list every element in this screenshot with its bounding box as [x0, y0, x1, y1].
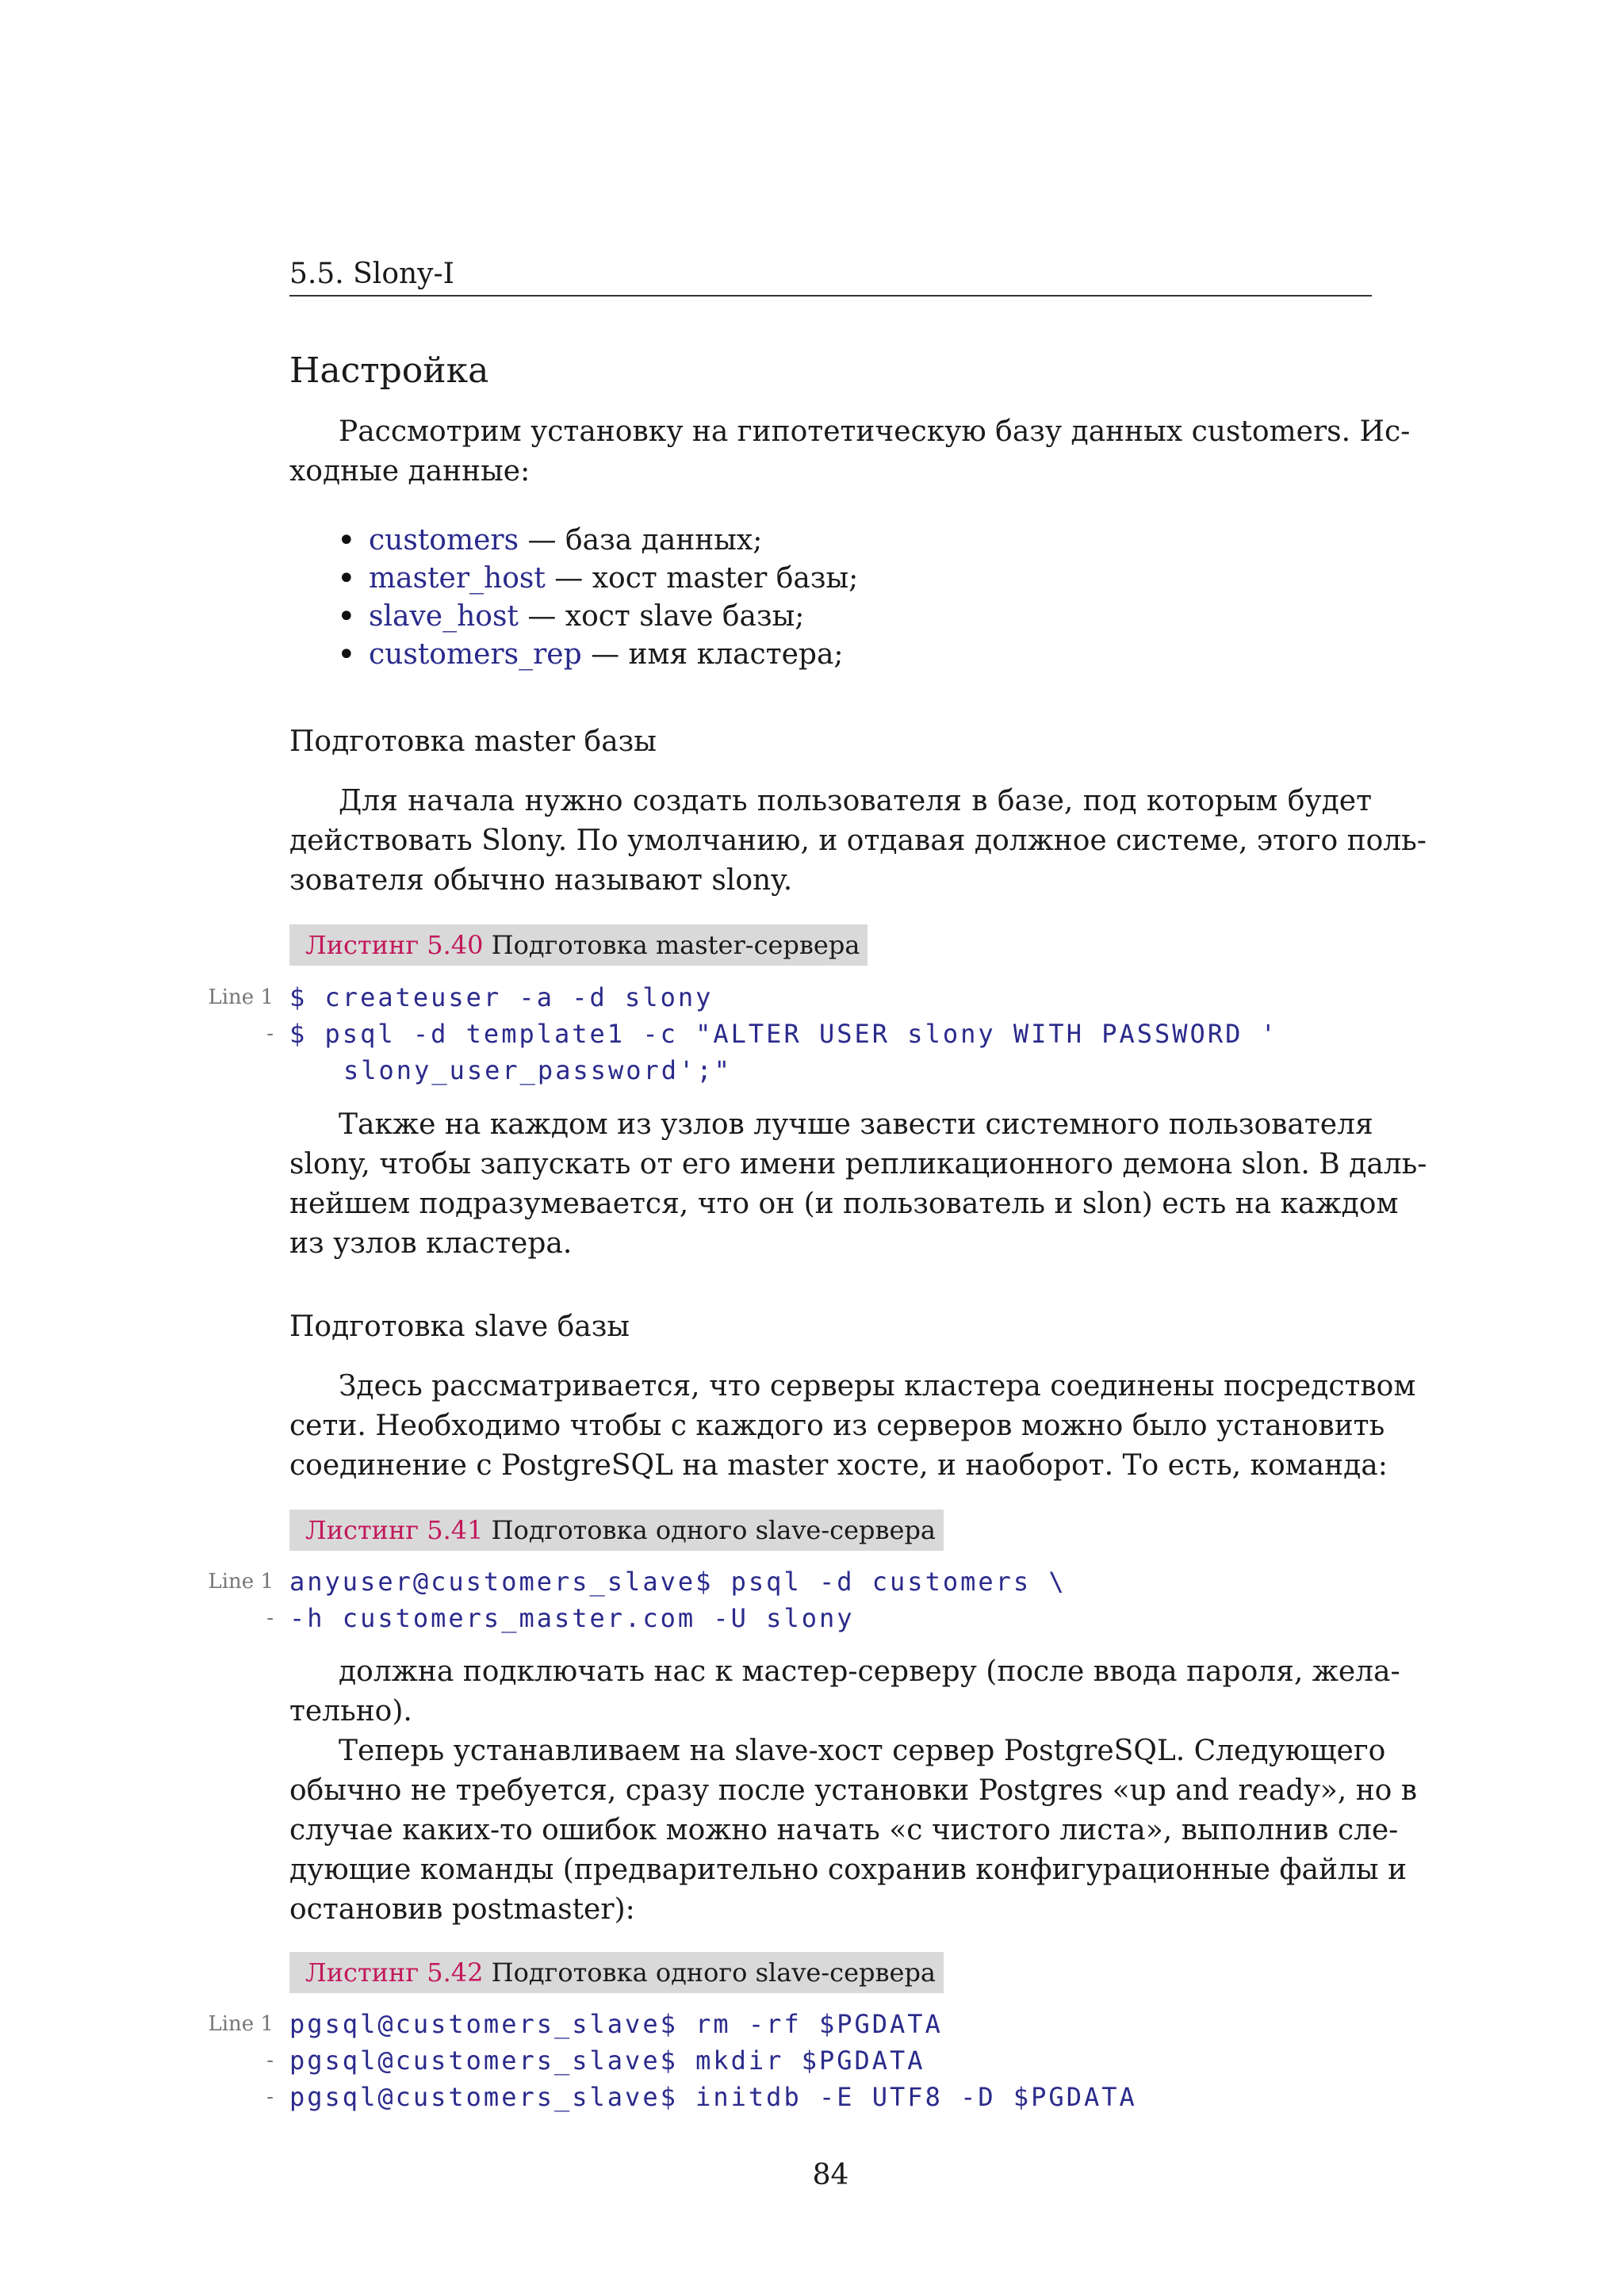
- line-number: -: [266, 2085, 274, 2109]
- code-line: [208, 979, 1372, 1016]
- connect-paragraph: [289, 1652, 1400, 1732]
- code-text: slony_user_password';": [343, 1055, 732, 1085]
- listing-number: Листинг 5.42: [305, 1957, 484, 1988]
- listing-title: Подготовка одного slave-сервера: [483, 1957, 936, 1988]
- line-number: -: [266, 2049, 274, 2072]
- list-desc: — хост master базы;: [545, 562, 859, 595]
- header-section-title: 5.5. Slony-I: [289, 258, 454, 290]
- subsection-heading-slave: Подготовка slave базы: [289, 1311, 630, 1343]
- slon-paragraph: [289, 1105, 1427, 1264]
- listing-title: Подготовка master-сервера: [483, 930, 860, 960]
- code-text: pgsql@customers_slave$ rm -rf $PGDATA: [289, 2009, 943, 2039]
- text-line: дующие команды (предварительно сохранив конфигурационные файлы и: [289, 1854, 1407, 1886]
- text-line: нейшем подразумевается, что он (и пользователь и slon) есть на каждом: [289, 1188, 1399, 1220]
- line-number: Line 1: [208, 2012, 274, 2036]
- line-number: Line 1: [208, 985, 274, 1009]
- text-line: тельно).: [289, 1695, 412, 1728]
- text-line: Здесь рассматривается, что серверы кластера соединены посредством: [339, 1370, 1416, 1402]
- subsection-heading-master: Подготовка master базы: [289, 725, 657, 758]
- code-line: [266, 1016, 1372, 1052]
- code-line: [289, 1052, 1372, 1089]
- text-line: Рассмотрим установку на гипотетическую базу данных customers. Ис-: [339, 415, 1411, 448]
- list-term: customers: [369, 524, 519, 557]
- text-line: соединение с PostgreSQL на master хосте, и наоборот. То есть, команда:: [289, 1449, 1388, 1482]
- listing-number: Листинг 5.41: [305, 1515, 484, 1545]
- list-term: customers_rep: [369, 638, 582, 671]
- code-line: [266, 2042, 1372, 2079]
- text-line: Для начала нужно создать пользователя в базе, под которым будет: [339, 785, 1372, 817]
- code-line: [266, 2079, 1372, 2115]
- list-desc: — хост slave базы;: [518, 600, 805, 633]
- list-item: [337, 560, 858, 598]
- listing-title: Подготовка одного slave-сервера: [483, 1515, 936, 1545]
- text-line: остановив postmaster):: [289, 1893, 635, 1926]
- listing-caption: [289, 924, 868, 966]
- section-heading: Настройка: [289, 350, 489, 391]
- code-text: pgsql@customers_slave$ initdb -E UTF8 -D $PGDATA: [289, 2082, 1137, 2112]
- slave-paragraph: [289, 1367, 1416, 1486]
- install-paragraph: [289, 1732, 1418, 1930]
- page-number: 84: [812, 2159, 849, 2191]
- list-desc: — имя кластера;: [581, 638, 844, 671]
- text-line: slony, чтобы запускать от его имени репликационного демона slon. В даль-: [289, 1148, 1427, 1181]
- code-text: -h customers_master.com -U slony: [289, 1603, 855, 1633]
- text-line: обычно не требуется, сразу после установки Postgres «up and ready», но в: [289, 1774, 1418, 1807]
- list-item: [337, 522, 858, 560]
- line-number: -: [266, 1022, 274, 1046]
- code-line: [208, 1563, 1372, 1600]
- line-number: Line 1: [208, 1570, 274, 1594]
- code-line: [208, 2006, 1372, 2042]
- bullet-list: [337, 522, 858, 674]
- text-line: зователя обычно называют slony.: [289, 864, 793, 897]
- text-line: сети. Необходимо чтобы с каждого из серверов можно было установить: [289, 1410, 1385, 1442]
- text-line: ходные данные:: [289, 455, 530, 488]
- code-line: [266, 1600, 1372, 1636]
- code-text: $ psql -d template1 -c "ALTER USER slony WITH PASSWORD ': [289, 1019, 1278, 1049]
- list-term: master_host: [369, 562, 546, 595]
- code-text: $ createuser -a -d slony: [289, 982, 714, 1012]
- list-desc: — база данных;: [519, 524, 763, 557]
- line-number: -: [266, 1606, 274, 1630]
- master-paragraph: [289, 782, 1427, 901]
- code-listing: [208, 2006, 1372, 2115]
- listing-caption: [289, 1510, 944, 1551]
- code-text: pgsql@customers_slave$ mkdir $PGDATA: [289, 2045, 925, 2076]
- text-line: Также на каждом из узлов лучше завести системного пользователя: [339, 1108, 1373, 1141]
- code-text: anyuser@customers_slave$ psql -d customers \: [289, 1567, 1067, 1597]
- text-line: случае каких-то ошибок можно начать «с чистого листа», выполнив сле-: [289, 1814, 1399, 1846]
- listing-number: Листинг 5.40: [305, 930, 484, 960]
- code-listing: [208, 1563, 1372, 1636]
- text-line: из узлов кластера.: [289, 1227, 573, 1260]
- list-item: [337, 598, 858, 636]
- list-term: slave_host: [369, 600, 519, 633]
- code-listing: [208, 979, 1372, 1089]
- list-item: [337, 636, 858, 674]
- text-line: Теперь устанавливаем на slave-хост сервер PostgreSQL. Следующего: [339, 1735, 1386, 1767]
- intro-paragraph: [289, 412, 1411, 492]
- listing-caption: [289, 1952, 944, 1993]
- text-line: должна подключать нас к мастер-серверу (после ввода пароля, жела-: [339, 1655, 1400, 1688]
- running-header: [289, 255, 1372, 297]
- text-line: действовать Slony. По умолчанию, и отдавая должное системе, этого поль-: [289, 825, 1427, 857]
